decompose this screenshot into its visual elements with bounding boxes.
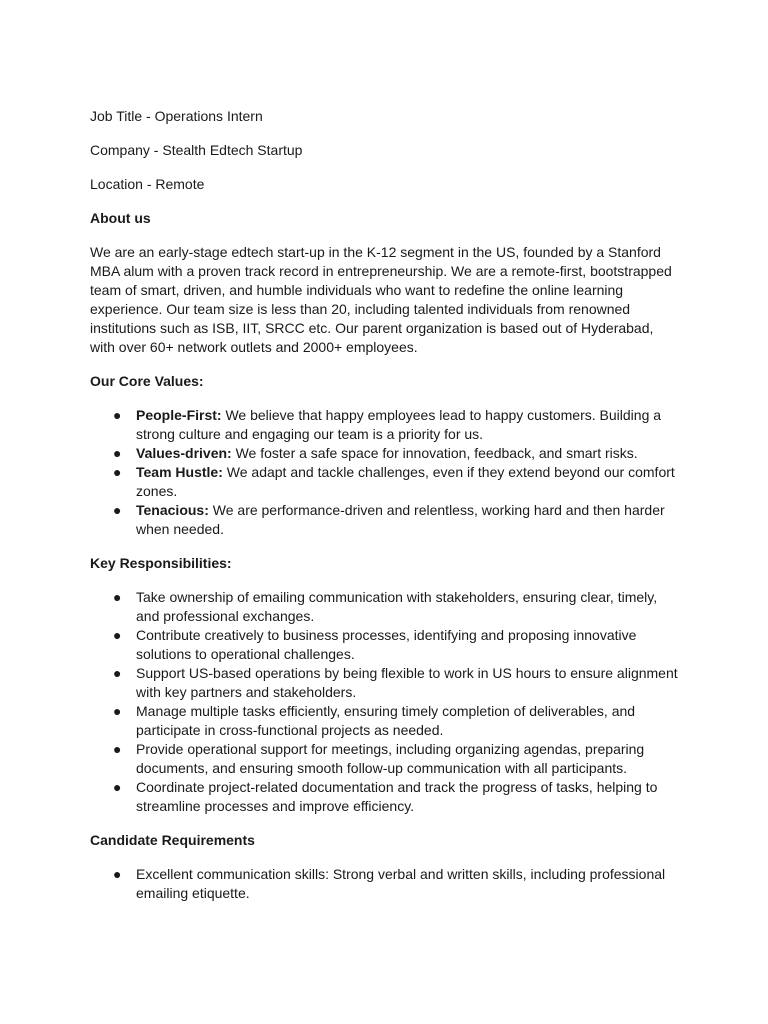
responsibility-text: Provide operational support for meetings, including organizing agendas, preparing documents, and ensuring smooth follow-up communication with all participants. <box>136 741 645 776</box>
bullet-icon: ● <box>113 779 122 795</box>
list-item <box>90 865 681 903</box>
responsibility-text: Take ownership of emailing communication with stakeholders, ensuring clear, timely, and professional exchanges. <box>136 589 658 624</box>
job-title: Job Title - Operations Intern <box>90 108 263 124</box>
bullet-icon: ● <box>113 866 122 882</box>
value-title: Values-driven: <box>136 445 232 461</box>
location-line: Location - Remote <box>90 176 205 192</box>
bullet-icon: ● <box>113 445 122 461</box>
bullet-icon: ● <box>113 502 122 518</box>
list-item <box>90 664 681 702</box>
list-item <box>90 740 681 778</box>
bullet-icon: ● <box>113 464 122 480</box>
values-list <box>90 406 690 539</box>
list-item <box>90 501 681 539</box>
value-title: People-First: <box>136 407 222 423</box>
list-item <box>90 588 681 626</box>
about-paragraph: We are an early-stage edtech start-up in the K-12 segment in the US, founded by a Stanford MBA alum with a proven track record in entrepreneurship. We are a remote-first, bootstrapped team of smart, driven, and humble individuals who want to redefine the online learning experience. Our team size is less than 20, including talented individuals from renowned institutions such as ISB, IIT, SRCC etc. Our parent organization is based out of Hyderabad, with over 60+ network outlets and 2000+ employees. <box>90 244 672 355</box>
bullet-icon: ● <box>113 407 122 423</box>
value-title: Team Hustle: <box>136 464 223 480</box>
list-item <box>90 778 681 816</box>
list-item <box>90 444 681 463</box>
value-text: We adapt and tackle challenges, even if they extend beyond our comfort zones. <box>136 464 675 499</box>
document-body <box>90 107 690 918</box>
responsibilities-heading: Key Responsibilities: <box>90 555 232 571</box>
bullet-icon: ● <box>113 741 122 757</box>
list-item <box>90 406 681 444</box>
company-line: Company - Stealth Edtech Startup <box>90 142 303 158</box>
value-text: We believe that happy employees lead to happy customers. Building a strong culture and engaging our team is a priority for us. <box>136 407 662 442</box>
values-heading: Our Core Values: <box>90 373 204 389</box>
value-title: Tenacious: <box>136 502 209 518</box>
requirements-heading: Candidate Requirements <box>90 832 255 848</box>
requirements-list <box>90 865 690 903</box>
bullet-icon: ● <box>113 589 122 605</box>
requirement-text: Excellent communication skills: Strong verbal and written skills, including professional emailing etiquette. <box>136 866 666 901</box>
bullet-icon: ● <box>113 665 122 681</box>
value-text: We are performance-driven and relentless, working hard and then harder when needed. <box>136 502 665 537</box>
value-text: We foster a safe space for innovation, feedback, and smart risks. <box>231 445 638 461</box>
responsibility-text: Contribute creatively to business processes, identifying and proposing innovative solutions to operational challenges. <box>136 627 637 662</box>
list-item <box>90 463 681 501</box>
bullet-icon: ● <box>113 627 122 643</box>
responsibility-text: Manage multiple tasks efficiently, ensuring timely completion of deliverables, and participate in cross-functional projects as needed. <box>136 703 636 738</box>
list-item <box>90 626 681 664</box>
list-item <box>90 702 681 740</box>
about-heading: About us <box>90 210 151 226</box>
bullet-icon: ● <box>113 703 122 719</box>
responsibility-text: Coordinate project-related documentation and track the progress of tasks, helping to streamline processes and improve efficiency. <box>136 779 658 814</box>
responsibility-text: Support US-based operations by being flexible to work in US hours to ensure alignment with key partners and stakeholders. <box>136 665 678 700</box>
responsibilities-list <box>90 588 690 816</box>
